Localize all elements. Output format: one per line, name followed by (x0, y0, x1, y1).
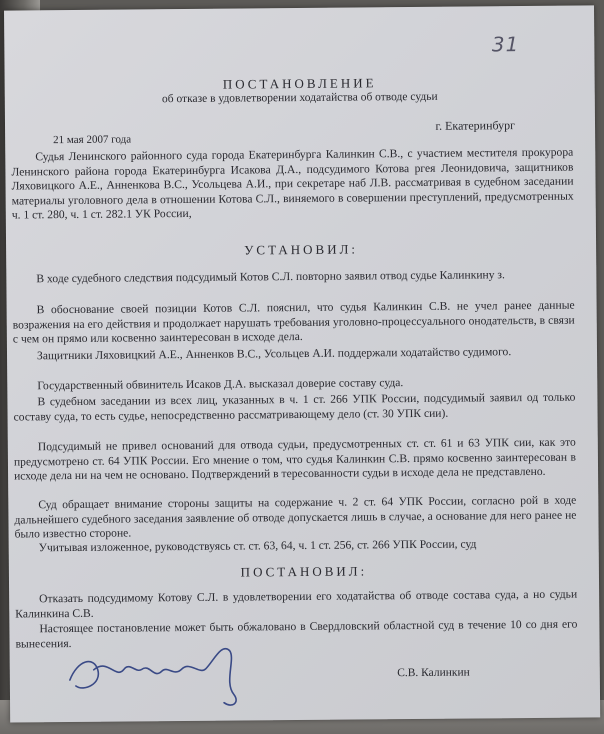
paragraph-8: Учитывая изложенное, руководствуясь ст. ст. 63, 64, ч. 1 ст. 256, ст. 266 УПК России, суд (38, 537, 477, 555)
intro-paragraph: Судья Ленинского районного суда города Екатеринбурга Калинкин С.В., с участием местителя прокурора Ленинского района города Екатеринбурга Исакова Д.А., подсудимого Котова ргея Леонидовича, защитников Ляховицкого А.Е., Анненкова В.С., Усольцева А.И., при секретаре наб Л.В. рассматривая в судебном заседании материалы уголовного дела в отношении Котова С.Л., виняемого в совершении преступлений, предусмотренных ч. 1 ст. 280, ч. 1 ст. 282.1 УК России, (11, 145, 574, 222)
resolution-1: Отказать подсудимому Котову С.Л. в удовлетворении его ходатайства об отводе состава суда, а но судьи Калинкина С.В. (15, 587, 578, 620)
judge-signature (64, 638, 275, 710)
paragraph-6: Подсудимый не привел оснований для отвода судьи, предусмотренных ст. ст. 61 и 63 УПК сии, как это предусмотрено ст. 64 УПК России. Его мнение о том, что судья Калинкин С.В. прямо косвенно заинтересован в исходе дела ни на чем не основано. Подтверждений в тересованности судьи в исходе дела не представлено. (13, 435, 576, 483)
paragraph-1: В ходе судебного следствия подсудимый Котов С.Л. повторно заявил отвод судье Калинкину з. (36, 268, 505, 286)
paragraph-4: Государственный обвинитель Исаков Д.А. высказал доверие составу суда. (37, 376, 404, 393)
document-page (4, 5, 600, 722)
heading-established: УСТАНОВИЛ: (244, 241, 359, 258)
paragraph-2: В обоснование своей позиции Котов С.Л. пояснил, что судья Калинкин С.В. не учел ранее данные возражения на его действия и продолжает нарушать требования уголовно-процессуального онодательств, в связи с чем он прямо или косвенно заинтересован в исходе дела. (12, 298, 575, 346)
paragraph-7: Суд обращает внимание стороны защиты на содержание ч. 2 ст. 64 УПК России, согласно рой в ходе дальнейшего судебного заседания заявление об отводе допускается лишь в случае, а основание для него ранее не было известно стороне. (14, 493, 577, 541)
document-city: г. Екатеринбург (435, 118, 516, 133)
resolution-2: Настоящее постановление может быть обжаловано в Свердловский областной суд в течение 10 со дня его вынесения. (15, 617, 578, 650)
document-date: 21 мая 2007 года (53, 133, 132, 147)
paragraph-5: В судебном заседании из всех лиц, указанных в ч. 1 ст. 266 УПК России, подсудимый заявил од только составу суда, то есть судье, непосредственно рассматривающему дело (ст. 30 УПК сии). (13, 390, 576, 424)
document-subtitle: об отказе в удовлетворении ходатайства об отводе судьи (161, 90, 438, 106)
page-number: 31 (491, 32, 520, 57)
paragraph-3: Защитники Ляховицкий А.Е., Анненков В.С., Усольцев А.И. поддержали ходатайство судимого. (36, 345, 512, 363)
heading-resolved: ПОСТАНОВИЛ: (240, 563, 368, 580)
document-title: ПОСТАНОВЛЕНИЕ (222, 75, 377, 92)
signatory-name: С.В. Калинкин (397, 666, 470, 680)
